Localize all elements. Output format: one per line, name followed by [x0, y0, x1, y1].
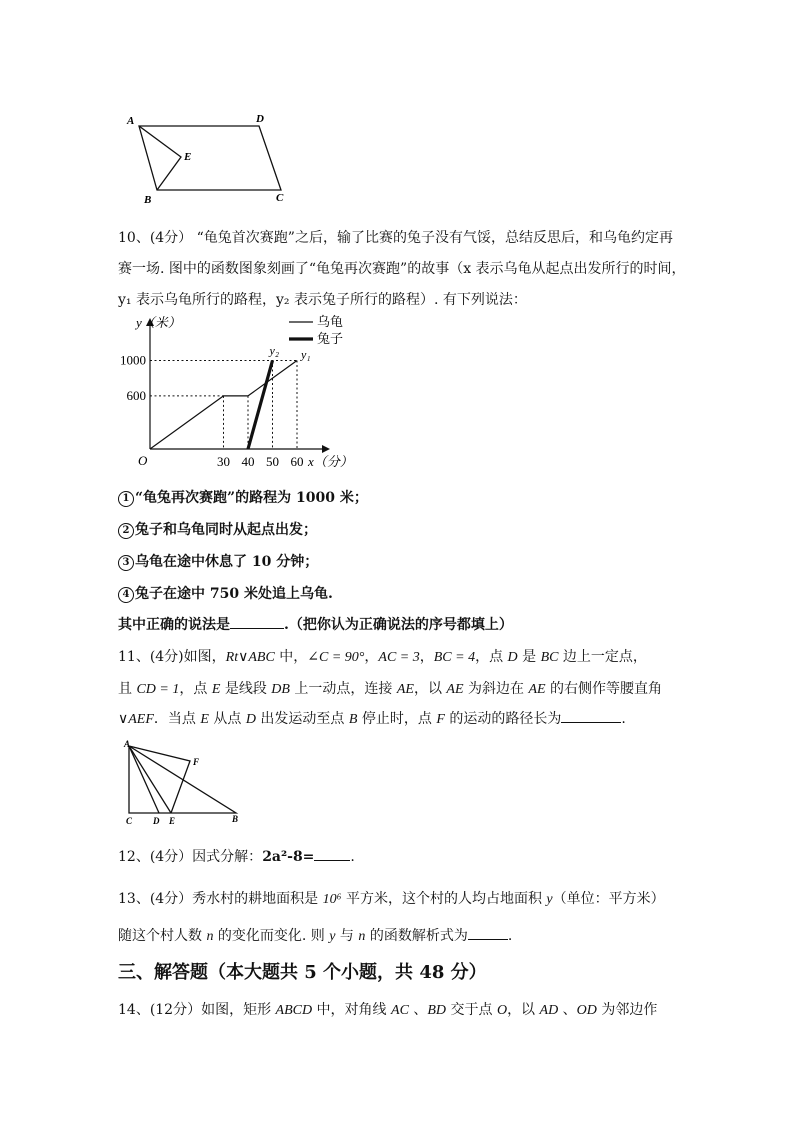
- q12-text: 12、(4分）因式分解：: [118, 849, 263, 865]
- q13-math: n: [206, 929, 214, 944]
- q11-math: BC = 4: [433, 650, 476, 665]
- label-A: A: [124, 739, 131, 749]
- q10-line-3: y₁ 表示乌龟所行的路程，y₂ 表示兔子所行的路程）. 有下列说法：: [118, 292, 527, 308]
- triangle-figure: [118, 738, 248, 828]
- q11-math: ∠C = 90°: [307, 650, 365, 665]
- q14-math: ABCD: [275, 1003, 313, 1018]
- q13-line-1: [118, 889, 665, 910]
- q11-math: CD = 1: [136, 682, 180, 697]
- label-E: E: [184, 151, 192, 163]
- ask-text: 其中正确的说法是: [118, 617, 230, 633]
- q11-line-2: [118, 679, 662, 700]
- q10-option-1: [118, 488, 368, 508]
- q11-math: D: [507, 650, 518, 665]
- q11-math: D: [245, 712, 256, 727]
- option-2-marker: 2: [118, 523, 134, 539]
- series-label-y2: y₂: [269, 343, 279, 358]
- q11-math: ∨ABC: [238, 650, 275, 665]
- q11-text: 边上一定点，: [558, 649, 647, 665]
- q14-text: 、: [408, 1002, 428, 1018]
- q13-text: 与: [335, 928, 359, 944]
- q14-math: OD: [576, 1003, 597, 1018]
- option-3-marker: 3: [118, 555, 134, 571]
- q11-math: Rt: [225, 650, 239, 665]
- x-tick-60: 60: [290, 454, 304, 469]
- q13-text: （单位：平方米）: [552, 891, 665, 907]
- q11-text: 中，: [274, 649, 308, 665]
- q11-text: 是线段: [220, 681, 272, 697]
- q12-text: .: [350, 849, 355, 865]
- q11-math: F: [436, 712, 445, 727]
- q11-text: ，点: [179, 681, 212, 697]
- option-1-marker: 1: [118, 491, 134, 507]
- q13-text: .: [507, 928, 513, 944]
- q14-text: 交于点: [446, 1002, 497, 1018]
- q11-math: DB: [271, 682, 290, 697]
- q11-text: 从点: [208, 711, 246, 727]
- q11-text: 的右侧作等腰直角: [545, 681, 662, 697]
- race-chart: [108, 308, 358, 478]
- q14-text: 14、(12分）如图，矩形: [118, 1002, 276, 1018]
- label-B: B: [144, 194, 152, 206]
- q11-math: E: [200, 712, 209, 727]
- answer-blank[interactable]: [561, 708, 621, 723]
- q14-math: AC: [391, 1003, 409, 1018]
- q13-math: n: [358, 929, 366, 944]
- series-line-turtle: [150, 361, 297, 450]
- q11-text: 为斜边在: [463, 681, 529, 697]
- q13-text: 随这个村人数: [118, 928, 207, 944]
- q11-text: 出发运动至点: [255, 711, 349, 727]
- origin-label: O: [138, 453, 148, 468]
- parallelogram-figure: [118, 108, 308, 208]
- q13-text: 的变化而变化. 则: [213, 928, 330, 944]
- option-3-text: 乌龟在途中休息了 10 分钟；: [135, 554, 319, 570]
- q11-text: .: [621, 711, 626, 727]
- q11-math: AE: [446, 682, 464, 697]
- answer-blank[interactable]: [468, 925, 508, 940]
- q11-math: AE: [528, 682, 546, 697]
- q14-math: BD: [427, 1003, 447, 1018]
- q14-text: 中，对角线: [312, 1002, 392, 1018]
- q10-line-1: 10、(4分） “龟兔首次赛跑”之后，输了比赛的兔子没有气馁，总结反思后，和乌龟约定再: [118, 230, 673, 246]
- q11-text: ，: [364, 649, 379, 665]
- q14-text: ，以: [507, 1002, 540, 1018]
- q11-math: BC: [540, 650, 559, 665]
- q11-text: ，点: [475, 649, 508, 665]
- x-tick-50: 50: [266, 454, 279, 469]
- option-1-text: “龟兔再次赛跑”的路程为 1000 米；: [135, 490, 368, 506]
- q10-option-3: [118, 552, 318, 572]
- q10-answer-prompt: [118, 614, 513, 635]
- q14-math: O: [496, 1003, 508, 1018]
- q13-text: 的函数解析式为: [365, 928, 468, 944]
- q14-text: 、: [558, 1002, 577, 1018]
- section-3-heading: 三、解答题（本大题共 5 个小题，共 48 分）: [118, 962, 487, 983]
- label-C: C: [276, 192, 284, 204]
- legend-label-rabbit: 兔子: [317, 331, 344, 346]
- label-F: F: [193, 757, 200, 767]
- q13-line-2: [118, 925, 512, 947]
- q10-option-2: [118, 520, 317, 540]
- x-axis-label: x（分）: [308, 454, 353, 469]
- q11-text: ，以: [413, 681, 447, 697]
- q11-text: 11、(4分)如图，: [118, 649, 226, 665]
- label-A: A: [127, 115, 135, 127]
- q13-text: 13、(4分）秀水村的耕地面积是: [118, 891, 323, 907]
- q11-line-3: [118, 708, 626, 730]
- q12-line: [118, 846, 355, 867]
- q14-text: 为邻边作: [596, 1002, 658, 1018]
- x-axis-arrow: [322, 445, 330, 453]
- y-tick-600: 600: [126, 387, 146, 403]
- x-tick-40: 40: [241, 454, 255, 469]
- q11-math: ∨AEF: [118, 712, 154, 727]
- answer-blank[interactable]: [230, 614, 284, 629]
- q11-text: 的运动的路径长为: [444, 711, 562, 727]
- y-tick-1000: 1000: [120, 352, 146, 368]
- q11-text: ．当点: [153, 711, 201, 727]
- q11-text: ，: [419, 649, 434, 665]
- q11-text: 且: [118, 681, 137, 697]
- label-B: B: [232, 814, 239, 824]
- q11-math: B: [348, 712, 358, 727]
- label-D: D: [153, 816, 160, 826]
- q12-expression: 2a²-8=: [262, 849, 315, 865]
- label-E: E: [169, 816, 176, 826]
- series-line-rabbit: [248, 361, 273, 450]
- q13-math: 10⁶: [322, 892, 342, 907]
- q10-option-4: [118, 584, 333, 604]
- q10-line-2: 赛一场. 图中的函数图象刻画了“龟兔再次赛跑”的故事（x 表示乌龟从起点出发所行的时间，: [118, 261, 686, 277]
- series-label-y1: y₁: [301, 347, 311, 362]
- ask-tail: .（把你认为正确说法的序号都填上）: [284, 617, 513, 633]
- option-4-marker: 4: [118, 587, 134, 603]
- option-2-text: 兔子和乌龟同时从起点出发；: [135, 522, 317, 538]
- q14-line-1: [118, 1000, 657, 1021]
- q13-math: y: [329, 929, 336, 944]
- option-4-text: 兔子在途中 750 米处追上乌龟.: [135, 586, 333, 602]
- q13-math: y: [546, 892, 553, 907]
- label-D: D: [256, 113, 264, 125]
- q13-text: 平方米，这个村的人均占地面积: [341, 891, 547, 907]
- q14-math: AD: [539, 1003, 559, 1018]
- q11-text: 上一动点，连接: [289, 681, 397, 697]
- q11-math: AC = 3: [378, 650, 420, 665]
- q11-math: E: [211, 682, 221, 697]
- legend-label-turtle: 乌龟: [317, 314, 344, 329]
- q11-math: AE: [396, 682, 414, 697]
- q11-line-1: [118, 647, 647, 668]
- q11-text: 停止时，点: [357, 711, 437, 727]
- q11-text: 是: [517, 649, 541, 665]
- answer-blank[interactable]: [314, 846, 350, 861]
- x-tick-30: 30: [217, 454, 230, 469]
- label-C: C: [126, 816, 133, 826]
- y-axis-label: y（米）: [136, 315, 181, 330]
